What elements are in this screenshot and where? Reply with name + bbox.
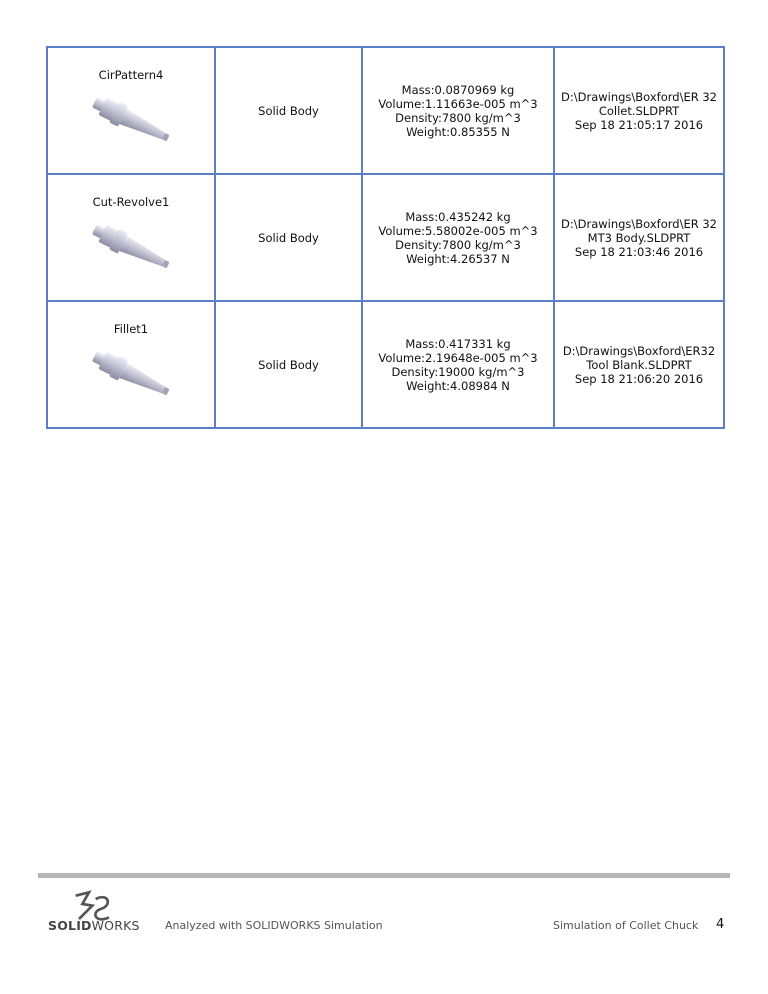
document-path-cell: [554, 301, 724, 428]
body-image-cell: [47, 174, 215, 301]
mass-value: Mass:0.435242 kg: [405, 209, 511, 224]
body-name: Cut-Revolve1: [92, 194, 170, 209]
document-path-cell: [554, 47, 724, 174]
weight-value: Weight:4.08984 N: [406, 378, 510, 393]
page-number: 4: [716, 917, 725, 932]
body-type: Solid Body: [215, 47, 362, 174]
weight-value: Weight:4.26537 N: [406, 251, 510, 266]
density-value: Density:7800 kg/m^3: [395, 237, 521, 252]
table-row: [47, 47, 724, 174]
footer-document-title: Simulation of Collet Chuck: [553, 919, 699, 932]
mass-properties: [362, 174, 554, 301]
date-modified: Sep 18 21:06:20 2016: [574, 371, 704, 386]
document-path: D:\Drawings\Boxford\ER32: [562, 343, 716, 358]
volume-value: Volume:1.11663e-005 m^3: [378, 96, 538, 111]
document-path-cell: [554, 174, 724, 301]
solid-bodies-table: [46, 46, 725, 429]
document-path: D:\Drawings\Boxford\ER 32: [561, 89, 717, 104]
table-row: [47, 174, 724, 301]
body-name: Fillet1: [113, 321, 149, 336]
mass-value: Mass:0.0870969 kg: [401, 82, 515, 97]
volume-value: Volume:5.58002e-005 m^3: [378, 223, 538, 238]
document-file: Collet.SLDPRT: [598, 103, 680, 118]
part-thumbnail: [81, 343, 181, 411]
body-image-cell: [47, 47, 215, 174]
date-modified: Sep 18 21:03:46 2016: [574, 244, 704, 259]
footer-divider: [38, 873, 730, 878]
weight-value: Weight:0.85355 N: [406, 124, 510, 139]
wordmark-thin: WORKS: [91, 918, 140, 933]
body-image-cell: [47, 301, 215, 428]
body-type: Solid Body: [215, 174, 362, 301]
document-path: D:\Drawings\Boxford\ER 32: [561, 216, 717, 231]
mass-properties: [362, 47, 554, 174]
mass-properties: [362, 301, 554, 428]
wordmark-bold: SOLID: [48, 918, 92, 933]
body-type: Solid Body: [215, 301, 362, 428]
density-value: Density:19000 kg/m^3: [391, 364, 525, 379]
document-file: MT3 Body.SLDPRT: [587, 230, 691, 245]
date-modified: Sep 18 21:05:17 2016: [574, 117, 704, 132]
volume-value: Volume:2.19648e-005 m^3: [378, 350, 538, 365]
part-thumbnail: [81, 216, 181, 284]
table-row: [47, 301, 724, 428]
density-value: Density:7800 kg/m^3: [395, 110, 521, 125]
solidworks-wordmark: [48, 918, 140, 933]
mass-value: Mass:0.417331 kg: [405, 336, 511, 351]
footer-analyzed-with: Analyzed with SOLIDWORKS Simulation: [165, 919, 383, 932]
part-thumbnail: [81, 89, 181, 157]
body-name: CirPattern4: [98, 67, 164, 82]
document-file: Tool Blank.SLDPRT: [586, 357, 692, 372]
